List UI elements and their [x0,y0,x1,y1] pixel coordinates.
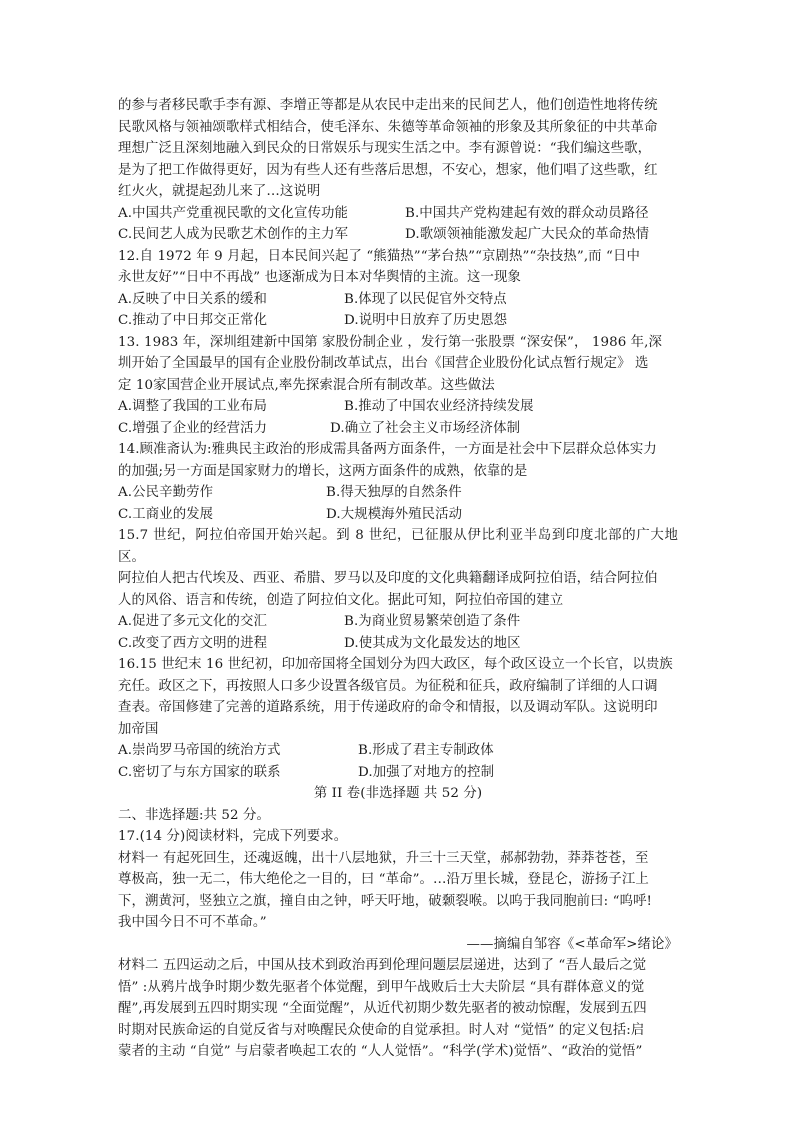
question-12-stem [118,246,678,289]
option-b: B.体现了以民促官外交特点 [344,291,507,307]
text-line: 16.15 世纪末 16 世纪初，印加帝国将全国划分为四大政区，每个政区设立一个长官，以贵族 [118,657,673,672]
text-line: 尊极高，独一无二，伟大绝伦之一目的，曰 “革命”。…沿万里长城，登昆仑，游扬子江上 [118,872,649,887]
option-d: D.歌颂领袖能激发起广大民众的革命热情 [405,227,650,242]
text-line: 的参与者移民歌手李有源、李增正等都是从农民中走出来的民间艺人，他们创造性地将传统 [118,98,658,113]
options-row [118,224,678,246]
option-a: A.崇尚罗马帝国的统治方式 [118,743,281,758]
text-line: 下，溯黄河，竖独立之旗，撞自由之钟，呼天吁地，破颡裂喉。以呜于我同胞前曰: “呜呼! [118,893,653,909]
options-row [118,504,678,526]
text-line: 醒”,再发展到五四时期实现 “全面觉醒”，从近代初期少数先驱者的被动惊醒，发展到五四 [118,1001,647,1016]
option-b: B.推动了中国农业经济持续发展 [344,399,534,414]
options-row [118,289,678,311]
text-line: 15.7 世纪，阿拉伯帝国开始兴起。到 8 世纪，已征服从伊比利亚半岛到印度北部的广大地区。 [118,528,678,565]
text-line: 定 10家国营企业开展试点,率先探索混合所有制改革。这些做法 [118,377,495,393]
options-row [118,310,678,332]
question-11-stem [118,95,678,203]
option-d: D.大规模海外殖民活动 [326,506,463,522]
text-line: 民歌风格与领袖颂歌样式相结合，使毛泽东、朱德等革命领袖的形象及其所象征的中共革命 [118,119,658,135]
options-row [118,611,678,633]
text-line: 我中国今日不可不革命。” [118,915,267,930]
option-d: D.加强了对地方的控制 [358,764,495,780]
material-2 [118,955,678,1063]
text-line: 13. 1983 年，深圳组建新中国第 家股份制企业 ，发行第一张股票 “深安保”， 1986 年,深 [118,334,663,350]
text-line: 人的风俗、语言和传统，创造了阿拉伯文化。据此可知，阿拉伯帝国的建立 [118,592,564,608]
section-title: 第 II 卷(非选择题 共 52 分) [313,786,483,801]
option-b: B.得天独厚的自然条件 [326,485,462,500]
option-a: A.促进了多元文化的交汇 [118,614,268,629]
option-a: A.中国共产党重视民歌的文化宣传功能 [118,205,348,221]
text-line: 加帝国 [118,721,159,737]
text-line: 是为了把工作做得更好，因为有些人还有些落后思想，不安心，想家，他们唱了这些歌，红 [118,162,658,178]
option-c: C.增强了企业的经营活力 [118,420,268,436]
option-a: A.调整了我国的工业布局 [118,399,268,414]
option-d: D.使其成为文化最发达的地区 [344,635,521,651]
text-line: 12.自 1972 年 9 月起，日本民间兴起了 “熊猫热”“茅台热”“京剧热”“杂技热”,而 “日中 [118,248,640,264]
text-line: 查表。帝国修建了完善的道路系统，用于传递政府的命令和情报，以及调动军队。这说明印 [118,700,658,715]
question-15-stem [118,525,678,611]
material-1-source: ——摘编自邹容《<革命军>绪论》 [466,936,678,952]
question-14-stem [118,439,678,482]
text-line: 14.顾准斋认为:雅典民主政治的形成需具备两方面条件，一方面是社会中下层群众总体实力 [118,442,657,457]
text-line: 蒙者的主动 “自觉” 与启蒙者唤起工农的 “人人觉悟”。“科学(学术)觉悟”、“政治的觉悟” [118,1044,643,1059]
options-row [118,482,678,504]
text-line: 时期对民族命运的自觉反省与对唤醒民众使命的自觉承担。时人对 “觉悟” 的定义包括:启 [118,1022,645,1038]
text-line: 的加强;另一方面是国家财力的增长，这两方面条件的成熟，依靠的是 [118,463,528,479]
option-c: C.民间艺人成为民歌艺术创作的主力军 [118,227,349,242]
text-line: 理想广泛且深刻地融入到民众的日常娱乐与现实生活之中。李有源曾说：“我们编这些歌， [118,141,652,156]
options-row [118,762,678,784]
text-line: 悟” :从鸦片战争时期少数先驱者个体觉醒，到甲午战败后士大夫阶层 “具有群体意义的觉 [118,979,645,995]
text-line: 材料二 五四运动之后，中国从技术到政治再到伦理问题层层递进，达到了 “吾人最后之觉 [118,958,647,973]
option-a: A.反映了中日关系的缓和 [118,291,268,307]
option-d: D.说明中日放弃了历史恩怨 [344,313,508,328]
option-a: A.公民辛勤劳作 [118,485,214,500]
option-b: B.为商业贸易繁荣创造了条件 [344,614,521,629]
options-row [118,396,678,418]
section-heading: 二、非选择题:共 52 分。 [118,807,270,823]
question-13-stem [118,332,678,397]
text-line: 永世友好”“日中不再战” 也逐渐成为日本对华舆情的主流。这一现象 [118,270,521,285]
text-line: 材料一 有起死回生，还魂返魄，出十八层地狱，升三十三天堂，郝郝勃勃，莽莽苍苍，至 [118,850,649,866]
text-line: 圳开始了全国最早的国有企业股份制改革试点，出台《国营企业股份化试点暂行规定》 选 [118,356,649,371]
options-row [118,418,678,440]
options-row [118,633,678,655]
option-b: B.形成了君主专制政体 [358,743,494,758]
options-row [118,203,678,225]
text-line: 阿拉伯人把古代埃及、西亚、希腊、罗马以及印度的文化典籍翻译成阿拉伯语，结合阿拉伯 [118,571,658,586]
options-row [118,740,678,762]
text-line: 充任。政区之下，再按照人口多少设置各级官员。为征税和征兵，政府编制了详细的人口调 [118,678,658,694]
option-c: C.改变了西方文明的进程 [118,635,268,651]
option-d: D.确立了社会主义市场经济体制 [330,420,521,436]
exam-page [118,95,678,1063]
material-1 [118,848,678,934]
option-b: B.中国共产党构建起有效的群众动员路径 [405,205,649,221]
option-c: C.密切了与东方国家的联系 [118,764,281,780]
question-16-stem [118,654,678,740]
option-c: C.工商业的发展 [118,506,214,522]
question-17-stem: 17.(14 分)阅读材料，完成下列要求。 [118,829,348,844]
option-c: C.推动了中日邦交正常化 [118,313,268,328]
text-line: 红火火，就提起劲儿来了…这说明 [118,184,321,199]
